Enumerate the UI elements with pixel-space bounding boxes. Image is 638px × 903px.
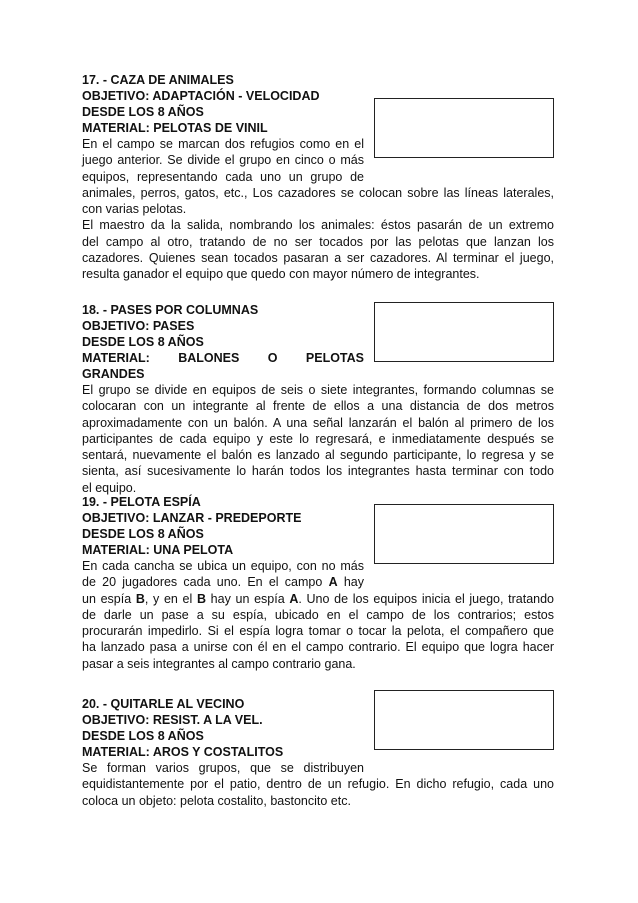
material-word: PELOTAS: [305, 351, 364, 365]
game-title: 20. - QUITARLE AL VECINO: [82, 697, 245, 711]
description-line: El grupo se divide en equipos de seis o siete integrantes, formando columnas se: [82, 383, 554, 397]
field-letter: A: [328, 575, 338, 590]
description-line: animales, perros, gatos, etc., Los cazadores se colocan sobre las líneas laterales,: [82, 185, 554, 200]
description-line: El maestro da la salida, nombrando los animales: éstos pasarán de un extremo: [82, 218, 554, 233]
field-letter: A: [289, 591, 299, 606]
description-line: [82, 574, 364, 590]
description-line: con varias pelotas.: [82, 202, 187, 217]
game-material: MATERIAL: AROS Y COSTALITOS: [82, 745, 284, 759]
text-run: hay un espía: [205, 591, 290, 606]
description-line: participantes de cada equipo y este lo regresará, e inmediatamente después se: [82, 431, 554, 446]
game-age: DESDE LOS 8 AÑOS: [82, 729, 204, 743]
description-line: cazadores. Quienes sean tocados pasaran a ser cazadores. Al terminar el juego,: [82, 251, 554, 266]
text-run: . Uno de los equipos inicia el juego, tratando: [298, 591, 555, 606]
description-line: de darle un pase a su espía, ubicado en el campo de los contrarios; estos: [82, 607, 554, 622]
text-run: un espía: [82, 591, 136, 606]
game-age: DESDE LOS 8 AÑOS: [82, 105, 204, 119]
game-objective: OBJETIVO: RESIST. A LA VEL.: [82, 713, 263, 727]
game-material: [82, 350, 364, 366]
description-line: el equipo.: [82, 480, 137, 495]
game-objective: OBJETIVO: ADAPTACIÓN - VELOCIDAD: [82, 89, 320, 103]
description-line: coloca un objeto: pelota costalito, bastoncito etc.: [82, 793, 351, 808]
material-word: BALONES: [178, 351, 240, 365]
game-title: 19. - PELOTA ESPÍA: [82, 495, 201, 509]
game-objective: OBJETIVO: PASES: [82, 319, 195, 333]
game-objective: OBJETIVO: LANZAR - PREDEPORTE: [82, 511, 302, 525]
game-material: MATERIAL: UNA PELOTA: [82, 543, 234, 557]
text-run: , y en el: [144, 591, 197, 606]
description-line: del campo al otro, tratando de no ser tocados por las pelotas que lanzan los: [82, 234, 554, 249]
game-age: DESDE LOS 8 AÑOS: [82, 335, 204, 349]
description-line: colocaran con un integrante al frente de ellos a una distancia de dos metros: [82, 399, 554, 414]
game-title: 17. - CAZA DE ANIMALES: [82, 73, 234, 87]
description-line: sentará, nuevamente el balón es lanzado al segundo participante, lo regresa y se: [82, 448, 554, 463]
description-line: aproximadamente con un balón. A una señal lanzarán el balón al primero de los: [82, 415, 554, 430]
material-word: O: [267, 351, 278, 365]
image-placeholder-box: [374, 690, 554, 750]
game-material-continued: GRANDES: [82, 367, 145, 381]
game-19: [82, 494, 554, 672]
game-material: MATERIAL: PELOTAS DE VINIL: [82, 121, 268, 135]
field-letter: B: [196, 591, 206, 606]
description-line: En cada cancha se ubica un equipo, con no más: [82, 559, 364, 573]
description-line: Se forman varios grupos, que se distribuyen: [82, 761, 364, 775]
description-line: ha lanzado pasa a unirse con él en el campo contrario. El equipo que logra hacer: [82, 640, 554, 655]
text-run: de 20 jugadores cada uno. En el campo: [82, 575, 329, 590]
text-run: hay: [337, 575, 364, 590]
image-placeholder-box: [374, 504, 554, 564]
description-line: pasar a seis integrantes al campo contrario gana.: [82, 656, 356, 671]
description-line: juego anterior. Se divide el grupo en cinco o más: [82, 153, 364, 168]
description-line: En el campo se marcan dos refugios como en el: [82, 137, 364, 151]
description-line: equidistantemente por el patio, dentro de un refugio. En dicho refugio, cada uno: [82, 777, 554, 792]
description-line: procurarán impedirlo. Si el espía logra tomar o tocar la pelota, el compañero que: [82, 624, 554, 639]
game-20: [82, 696, 554, 809]
game-age: DESDE LOS 8 AÑOS: [82, 527, 204, 541]
description-line: [82, 591, 554, 607]
description-line: sienta, así sucesivamente lo harán todos los integrantes hasta terminar con todo: [82, 464, 554, 479]
description-line: resulta ganador el equipo que quedo con mayor número de integrantes.: [82, 267, 480, 282]
game-18: [82, 302, 554, 496]
image-placeholder-box: [374, 98, 554, 158]
game-17: [82, 72, 554, 283]
description-line: equipos, representando cada uno un grupo de: [82, 169, 364, 184]
field-letter: B: [135, 591, 145, 606]
material-word: MATERIAL:: [82, 351, 150, 365]
image-placeholder-box: [374, 302, 554, 362]
game-title: 18. - PASES POR COLUMNAS: [82, 303, 259, 317]
